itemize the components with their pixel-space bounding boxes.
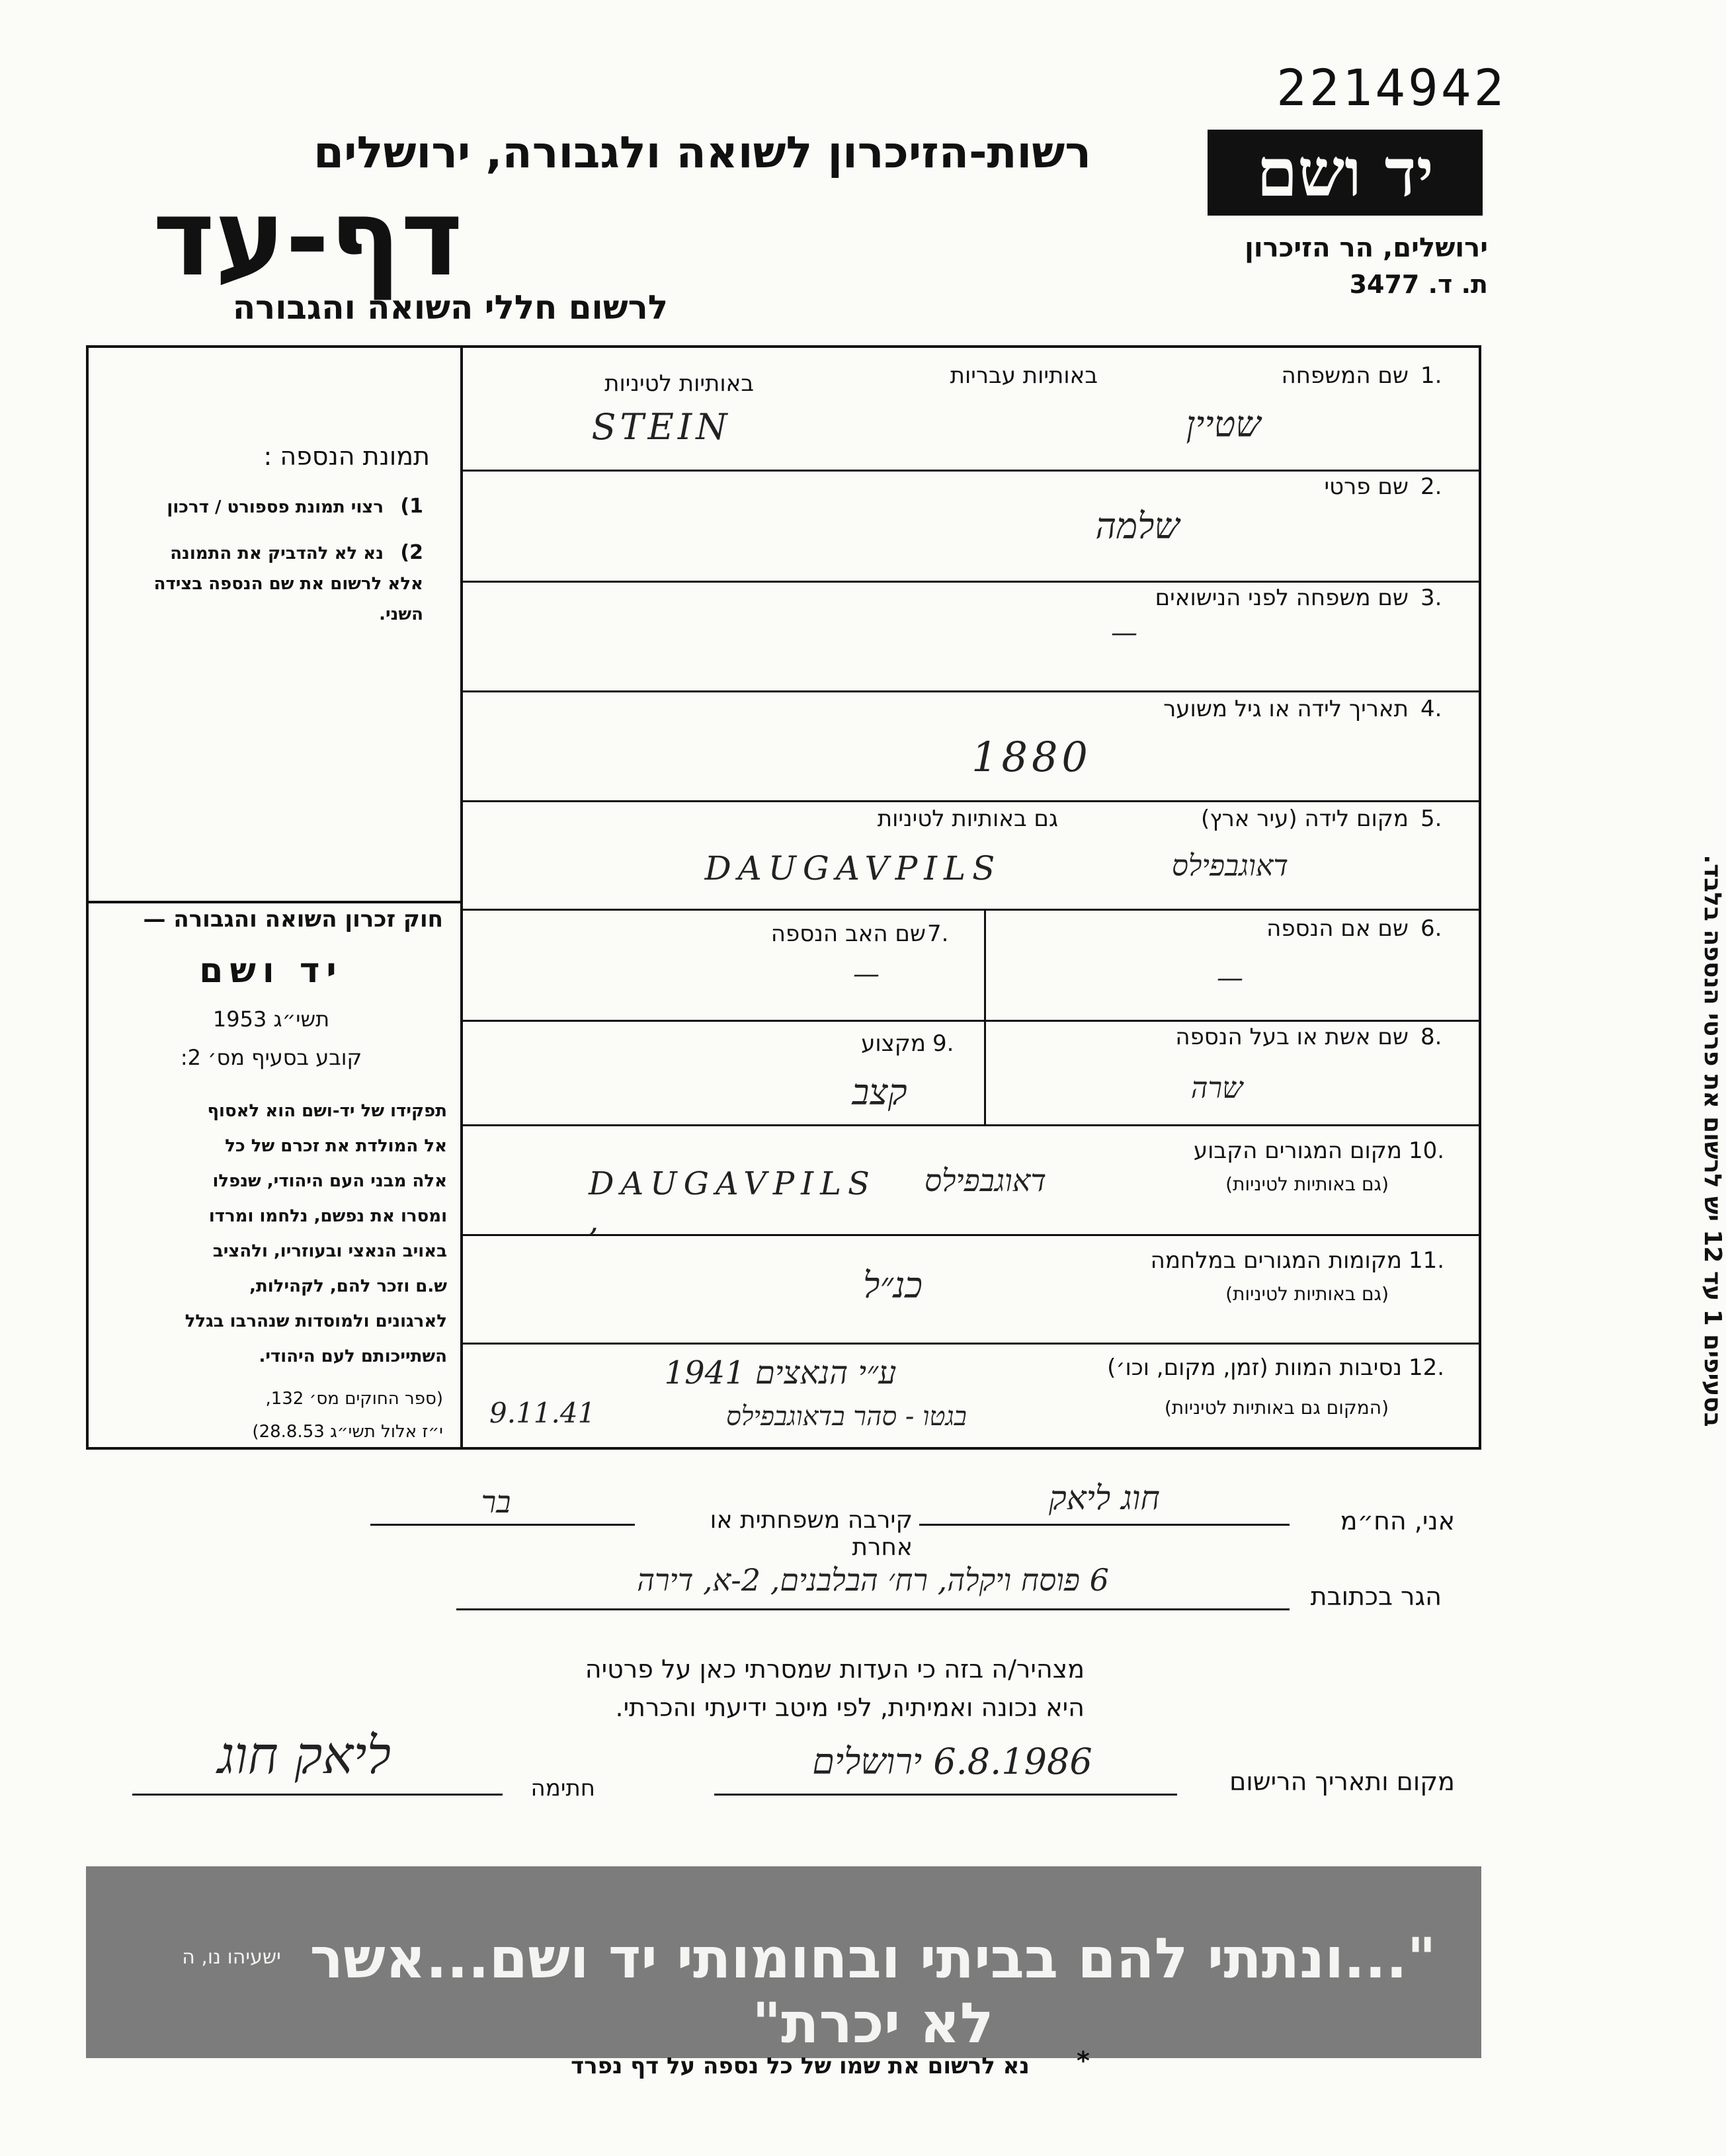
- field10-value-latin[interactable]: DAUGAVPILS ,: [589, 1165, 876, 1239]
- row-divider: [463, 1124, 1481, 1126]
- field6-label: שם אם הנספה: [1266, 915, 1409, 942]
- photo-note2-line2: אלא לרשום את שם הנספה בצידה: [153, 574, 423, 594]
- field2-label: שם פרטי: [1324, 474, 1409, 500]
- row-divider: [463, 1020, 1481, 1022]
- signature[interactable]: ליאק חוג: [217, 1726, 391, 1786]
- law-year: תשי״ג 1953: [212, 1007, 330, 1032]
- field6-number: 6.: [1420, 915, 1442, 942]
- law-text-line: תפקידו של יד-ושם הוא לאסוף: [207, 1101, 447, 1121]
- column-divider: [984, 909, 986, 1126]
- photo-note2-line1: נא לא להדביק את התמונה: [170, 544, 384, 563]
- law-section: קובע בסעיף מס׳ 2:: [180, 1045, 362, 1070]
- field11-number: 11.: [1409, 1247, 1445, 1274]
- logo-address-line1: ירושלים, הר הזיכרון: [1245, 233, 1488, 263]
- quote-banner-text: "...ונתתי להם בביתי ובחומותי יד ושם...אשר לא יכרת": [309, 1926, 1436, 2055]
- decl-signature-line: [132, 1794, 503, 1796]
- decl-statement-line2: היא נכונה ואמיתית, לפי מיטב ידיעתי והכרתי.: [615, 1693, 1085, 1722]
- law-text-line: ש.ם וזכר להם, לקהילות,: [249, 1276, 447, 1296]
- field12-sub: (המקום גם באותיות לטיניות): [1164, 1397, 1389, 1419]
- field1-hebrew-header: באותיות עבריות: [950, 362, 1098, 389]
- photo-title: תמונת הנספה :: [263, 442, 430, 471]
- field3-value[interactable]: —: [1111, 618, 1137, 648]
- field4-number: 4.: [1420, 696, 1442, 722]
- page-subtitle: לרשום חללי השואה והגבורה: [232, 288, 668, 327]
- row-divider: [463, 470, 1481, 472]
- row-divider: [463, 909, 1481, 911]
- field12-label: נסיבות המוות (זמן, מקום, וכו׳): [1107, 1354, 1402, 1381]
- decl-place-date-line: [714, 1794, 1177, 1796]
- row-divider: [463, 690, 1481, 692]
- photo-note2-num: 2): [400, 541, 423, 564]
- field12-value-line1[interactable]: ע״י הנאצים 1941: [664, 1354, 897, 1391]
- field8-label: שם אשת או בעל הנספה: [1175, 1024, 1409, 1050]
- field2-number: 2.: [1420, 474, 1442, 500]
- field12-number: 12.: [1409, 1354, 1445, 1381]
- decl-signature-label: חתימה: [530, 1775, 595, 1802]
- law-citation1: (ספר החוקים מס׳ 132,: [265, 1389, 443, 1409]
- decl-relation-value[interactable]: בר: [481, 1484, 511, 1520]
- field12-value-line2[interactable]: בגטו - סהר בדאוגבפילס: [726, 1401, 967, 1432]
- field1-number: 1.: [1420, 362, 1442, 389]
- field11-value[interactable]: כנ״ל: [863, 1265, 923, 1306]
- law-text-line: אל המולדת את זכרם של כל: [225, 1136, 447, 1156]
- field10-label: מקום המגורים הקבוע: [1193, 1138, 1402, 1164]
- decl-address-line: [456, 1608, 1290, 1610]
- page-title: דף-עד: [152, 176, 463, 300]
- law-text-line: ומסרו את נפשם, נלחמו ומרדו: [208, 1206, 447, 1226]
- logo-address-line2: ת. ד. 3477: [1349, 270, 1488, 299]
- left-panel-divider: [86, 901, 463, 903]
- decl-place-date-label: מקום ותאריך הרישום: [1229, 1767, 1455, 1796]
- field5-value-latin[interactable]: DAUGAVPILS: [704, 849, 1002, 888]
- field7-value[interactable]: —: [853, 959, 880, 989]
- field8-value[interactable]: שרה: [1190, 1071, 1243, 1105]
- field5-value-hebrew[interactable]: דאוגבפילס: [1171, 849, 1289, 883]
- decl-relation-line: [370, 1524, 635, 1526]
- law-org: יד ושם: [199, 951, 343, 991]
- field12-value-date[interactable]: 9.11.41: [489, 1397, 596, 1429]
- footer-star: *: [1077, 2046, 1090, 2075]
- field8-number: 8.: [1420, 1024, 1442, 1050]
- field7-label: שם האב הנספה: [770, 921, 926, 947]
- decl-i-label: אני, הח״מ: [1340, 1507, 1455, 1536]
- panel-divider: [460, 345, 463, 1450]
- field10-sub: (גם באותיות לטיניות): [1225, 1173, 1389, 1195]
- law-title: חוק זכרון השואה והגבורה —: [143, 906, 443, 933]
- authority-name: רשות-הזיכרון לשואה ולגבורה, ירושלים: [313, 127, 1091, 178]
- decl-place-date-value[interactable]: 6.8.1986 ירושלים: [812, 1741, 1092, 1782]
- field5-label: מקום לידה (עיר ארץ): [1200, 806, 1409, 832]
- field11-label: מקומות המגורים במלחמה: [1150, 1247, 1402, 1274]
- decl-address-value[interactable]: 6 פוסח ויקלה, רח׳ הבלבנים, 2-א, דירה: [637, 1562, 1109, 1598]
- law-text-line: השתייכותם לעם היהודי.: [259, 1347, 447, 1366]
- decl-relation-label: קירבה משפחתית או אחרת: [710, 1507, 913, 1561]
- law-text-line: באויב הנאצי ובעוזריו, ולהציב: [212, 1241, 447, 1261]
- row-divider: [463, 581, 1481, 583]
- record-number: 2214942: [1276, 58, 1507, 117]
- field3-number: 3.: [1420, 585, 1442, 611]
- decl-name-value[interactable]: חוג ליאק: [1048, 1479, 1161, 1517]
- field1-value-latin[interactable]: STEIN: [591, 406, 731, 448]
- photo-note1-num: 1): [400, 495, 423, 518]
- field6-value[interactable]: —: [1217, 963, 1243, 993]
- field7-number: 7.: [927, 921, 949, 947]
- field1-latin-header: באותיות לטיניות: [604, 370, 754, 397]
- field9-value[interactable]: קצב: [852, 1071, 907, 1113]
- row-divider: [463, 800, 1481, 802]
- field5-number: 5.: [1420, 806, 1442, 832]
- field9-number: 9.: [932, 1030, 954, 1057]
- decl-statement-line1: מצהיר/ה בזה כי העדות שמסרתי כאן על פרטיה: [585, 1655, 1085, 1684]
- field2-value[interactable]: שלמה: [1095, 505, 1180, 547]
- side-note-text: בסעיפים 1 עד 12 יש לרשום את פרטי הנספה בלבד.: [1699, 854, 1726, 1427]
- law-text-line: לארגונים ולמוסדות שנהרבו בגלל: [185, 1311, 447, 1331]
- field3-label: שם משפחה לפני הנישואים: [1155, 585, 1409, 611]
- field10-value-hebrew[interactable]: דאוגבפילס: [924, 1163, 1047, 1198]
- field1-value-hebrew[interactable]: שטיין: [1186, 403, 1261, 445]
- row-divider: [463, 1343, 1481, 1345]
- law-text-line: אלה מבני העם היהודי, שנפלו: [212, 1171, 447, 1191]
- photo-note2-line3: השני.: [379, 604, 423, 624]
- decl-name-line: [919, 1524, 1290, 1526]
- law-text: [98, 1094, 447, 1374]
- field4-label: תאריך לידה או גיל משוער: [1163, 696, 1409, 722]
- quote-banner-source: ישעיהו נו, ה: [182, 1946, 281, 1969]
- footer-note: נא לרשום את שמו של כל נספה על דף נפרד: [571, 2053, 1030, 2079]
- field1-label: שם המשפחה: [1281, 362, 1409, 389]
- law-citation2: י״ז אלול תשי״ג 28.8.53): [252, 1422, 443, 1442]
- photo-note1: רצוי תמונת פספורט / דרכון: [167, 497, 384, 517]
- decl-address-label: הגר בכתובת: [1310, 1582, 1442, 1611]
- field11-sub: (גם באותיות לטיניות): [1225, 1283, 1389, 1305]
- field4-value[interactable]: 1880: [971, 733, 1092, 781]
- field9-label: מקצוע: [861, 1030, 926, 1057]
- yad-vashem-logo: יד ושם: [1208, 130, 1483, 216]
- field10-number: 10.: [1409, 1138, 1445, 1164]
- field5-latin-header: גם באותיות לטיניות: [877, 806, 1058, 832]
